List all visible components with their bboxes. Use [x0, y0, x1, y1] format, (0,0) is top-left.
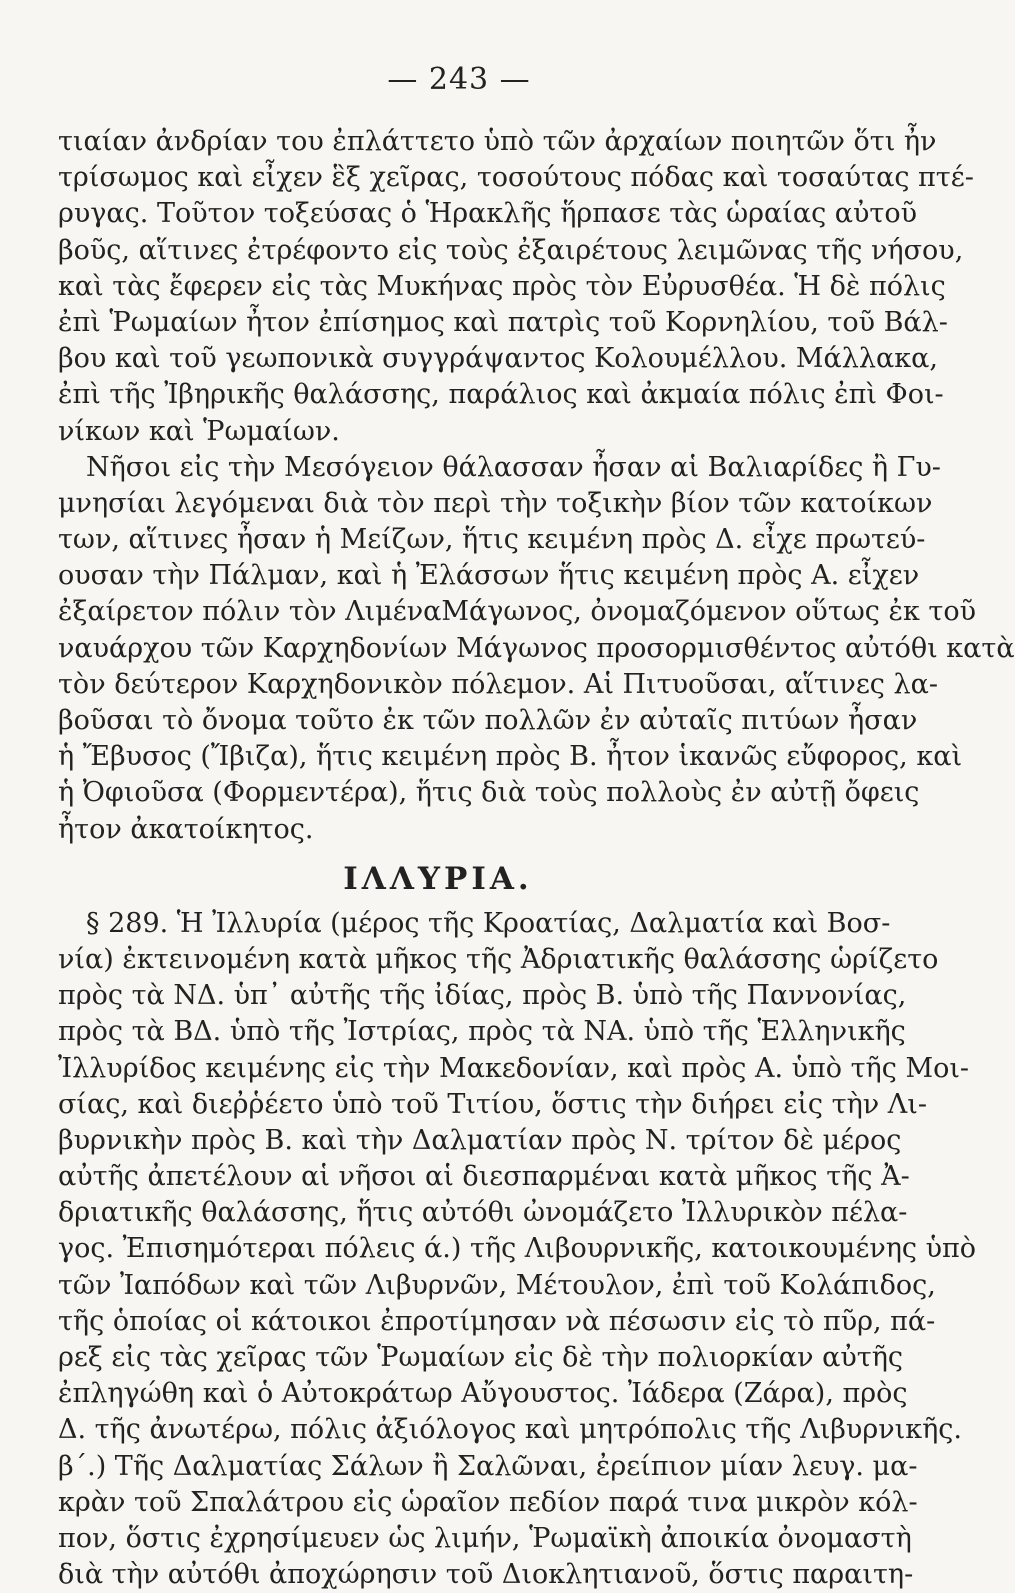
text-line: ἐξαίρετον πόλιν τὸν ΛιμέναΜάγωνος, ὀνομαζόμενον οὕτως ἐκ τοῦ	[58, 596, 977, 628]
text-line: Δ. τῆς ἀνωτέρω, πόλις ἀξιόλογος καὶ μητρόπολις τῆς Λιβυρνικῆς.	[58, 1414, 962, 1446]
text-line: ἐπὶ τῆς Ἰβηρικῆς θαλάσσης, παράλιος καὶ ἀκμαία πόλις ἐπὶ Φοι-	[58, 379, 944, 411]
paragraph-2	[58, 450, 1015, 848]
paragraph-3	[58, 906, 977, 1593]
text-line: ρυγας. Τοῦτον τοξεύσας ὁ Ἡρακλῆς ἥρπασε τὰς ὡραίας αὐτοῦ	[58, 198, 918, 230]
text-line: ρεξ εἰς τὰς χεῖρας τῶν Ῥωμαίων εἰς δὲ τὴν πολιορκίαν αὐτῆς	[58, 1342, 904, 1373]
text-line: τῆς ὁποίας οἱ κάτοικοι ἐπροτίμησαν νὰ πέσωσιν εἰς τὸ πῦρ, πά-	[58, 1305, 936, 1337]
text-line: βυρνικὴν πρὸς Β. καὶ τὴν Δαλματίαν πρὸς Ν. τρίτον δὲ μέρος	[58, 1124, 902, 1156]
text-line: ἐπληγώθη καὶ ὁ Αὐτοκράτωρ Αὔγουστος. Ἰάδερα (Ζάρα), πρὸς	[58, 1378, 908, 1410]
text-line: ουσαν τὴν Πάλμαν, καὶ ἡ Ἐλάσσων ἥτις κειμένη πρὸς Α. εἶχεν	[58, 560, 920, 592]
text-line: κρὰν τοῦ Σπαλάτρου εἰς ὡραῖον πεδίον παρά τινα μικρὸν κόλ-	[58, 1486, 918, 1518]
text-line: αὐτῆς ἀπετέλουν αἱ νῆσοι αἱ διεσπαρμέναι κατὰ μῆκος τῆς Ἀ-	[58, 1161, 910, 1193]
text-line: ἦτον ἀκατοίκητος.	[58, 813, 314, 845]
text-line: ἐπὶ Ῥωμαίων ἦτον ἐπίσημος καὶ πατρὶς τοῦ Κορνηλίου, τοῦ Βάλ-	[58, 306, 948, 338]
text-line: βοῦς, αἵτινες ἐτρέφοντο εἰς τοὺς ἐξαιρέτους λειμῶνας τῆς νήσου,	[58, 234, 964, 266]
text-line: τῶν Ἰαπόδων καὶ τῶν Λιβυρνῶν, Μέτουλον, ἐπὶ τοῦ Κολάπιδος,	[58, 1269, 936, 1301]
text-line: σίας, καὶ διεῤῥέετο ὑπὸ τοῦ Τιτίου, ὅστις τὴν διήρει εἰς τὴν Λι-	[58, 1088, 927, 1120]
text-line: πρὸς τὰ ΒΔ. ὑπὸ τῆς Ἰστρίας, πρὸς τὰ ΝΑ. ὑπὸ τῆς Ἑλληνικῆς	[58, 1016, 906, 1048]
text-line: ἡ Ὀφιοῦσα (Φορμεντέρα), ἥτις διὰ τοὺς πολλοὺς ἐν αὐτῇ ὄφεις	[58, 777, 920, 809]
text-line: Ἰλλυρίδος κειμένης εἰς τὴν Μακεδονίαν, καὶ πρὸς Α. ὑπὸ τῆς Μοι-	[58, 1052, 970, 1084]
text-line: τὸν δεύτερον Καρχηδονικὸν πόλεμον. Αἱ Πιτυοῦσαι, αἵτινες λα-	[58, 668, 938, 700]
text-line: καὶ τὰς ἔφερεν εἰς τὰς Μυκήνας πρὸς τὸν Εὐρυσθέα. Ἡ δὲ πόλις	[58, 270, 946, 302]
text-line: τιαίαν ἀνδρίαν του ἐπλάττετο ὑπὸ τῶν ἀρχαίων ποιητῶν ὅτι ἦν	[58, 126, 937, 157]
text-line: πρὸς τὰ ΝΔ. ὑπ᾽ αὐτῆς τῆς ἰδίας, πρὸς Β. ὑπὸ τῆς Παννονίας,	[58, 980, 907, 1012]
text-line: § 289. Ἡ Ἰλλυρία (μέρος τῆς Κροατίας, Δαλματία καὶ Βοσ-	[86, 907, 891, 939]
text-line: ναυάρχου τῶν Καρχηδονίων Μάγωνος προσορμισθέντος αὐτόθι κατὰ	[58, 632, 1015, 664]
text-line: βοῦσαι τὸ ὄνομα τοῦτο ἐκ τῶν πολλῶν ἐν αὐταῖς πιτύων ἦσαν	[58, 705, 918, 736]
text-line: των, αἵτινες ἦσαν ἡ Μείζων, ἥτις κειμένη πρὸς Δ. εἶχε πρωτεύ-	[58, 524, 926, 556]
text-line: μνησίαι λεγόμεναι διὰ τὸν περὶ τὴν τοξικὴν βίον τῶν κατοίκων	[58, 487, 933, 519]
paragraph-1	[58, 124, 974, 450]
text-line: ἡ Ἔβυσος (Ἴβιζα), ἥτις κειμένη πρὸς Β. ἦτον ἱκανῶς εὔφορος, καὶ	[58, 741, 963, 773]
text-line: διὰ τὴν αὐτόθι ἀποχώρησιν τοῦ Διοκλητιανοῦ, ὅστις παραιτη-	[58, 1559, 914, 1591]
text-line: τρίσωμος καὶ εἶχεν ἓξ χεῖρας, τοσούτους πόδας καὶ τοσαύτας πτέ-	[58, 162, 974, 194]
text-line: γος. Ἐπισημότεραι πόλεις ά.) τῆς Λιβουρνικῆς, κατοικουμένης ὑπὸ	[58, 1233, 977, 1265]
text-line: Νῆσοι εἰς τὴν Μεσόγειον θάλασσαν ἦσαν αἱ Βαλιαρίδες ἢ Γυ-	[86, 451, 941, 483]
text-line: δριατικῆς θαλάσσης, ἥτις αὐτόθι ὠνομάζετο Ἰλλυρικὸν πέλα-	[58, 1197, 908, 1229]
text-line: βου καὶ τοῦ γεωπονικὰ συγγράψαντος Κολουμέλλου. Μάλλακα,	[58, 343, 938, 375]
text-line: β΄.) Τῆς Δαλματίας Σάλων ἢ Σαλῶναι, ἐρείπιον μίαν λευγ. μα-	[58, 1450, 918, 1482]
section-heading: ΙΛΛΥΡΙΑ.	[343, 860, 533, 897]
text-line: πον, ὅστις ἐχρησίμευεν ὡς λιμήν, Ῥωμαϊκὴ ἀποικία ὀνομαστὴ	[58, 1522, 912, 1554]
page-number: — 243 —	[387, 62, 531, 97]
text-line: νίκων καὶ Ῥωμαίων.	[58, 415, 340, 447]
text-line: νία) ἐκτεινομένη κατὰ μῆκος τῆς Ἀδριατικῆς θαλάσσης ὡρίζετο	[58, 943, 939, 975]
body-text	[58, 124, 1015, 1593]
